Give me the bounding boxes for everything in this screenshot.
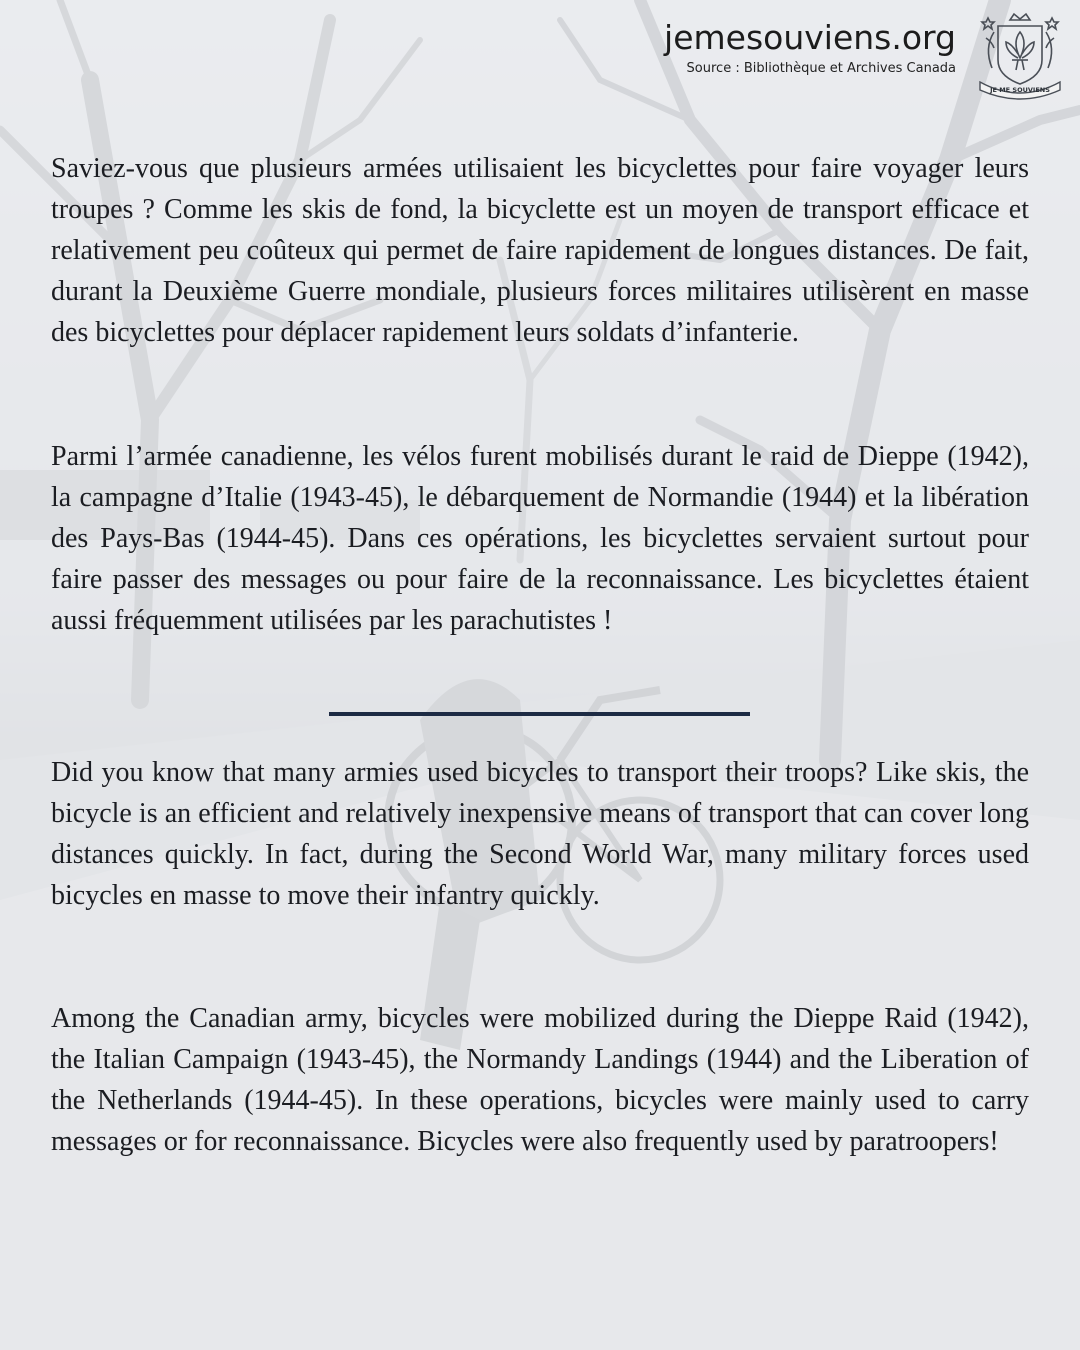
motto-text: JE ME SOUVIENS: [990, 86, 1050, 94]
source-credit: Source : Bibliothèque et Archives Canada: [686, 61, 956, 76]
site-name: jemesouviens.org: [664, 18, 956, 57]
section-divider: [329, 712, 750, 716]
paragraph-english-2: Among the Canadian army, bicycles were mobilized during the Dieppe Raid (1942), the Italian Campaign (1943-45), the Normandy Landings (1944) and the Liberation of the Netherlands (1944-45). In these operations, bicycles were mainly used to carry messages or for reconnaissance. Bicycles were also frequently used by paratroopers!: [51, 1003, 1029, 1157]
paragraph-french-2: Parmi l’armée canadienne, les vélos furent mobilisés durant le raid de Dieppe (1942), la campagne d’Italie (1943-45), le débarquement de Normandie (1944) et la libération des Pays-Bas (1944-45). Dans ces opérations, les bicyclettes servaient surtout pour faire passer des messages ou pour faire de la reconnaissance. Les bicyclettes étaient aussi fréquemment utilisées par les parachutistes !: [51, 441, 1029, 636]
fleur-de-lis-crest-icon: [972, 8, 1068, 104]
site-header: [664, 16, 956, 78]
paragraph-english-1: Did you know that many armies used bicycles to transport their troops? Like skis, the bicycle is an efficient and relatively inexpensive means of transport that can cover long distances quickly. In fact, during the Second World War, many military forces used bicycles en masse to move their infantry quickly.: [51, 757, 1029, 911]
paragraph-french-1: Saviez-vous que plusieurs armées utilisaient les bicyclettes pour faire voyager leurs troupes ? Comme les skis de fond, la bicyclette est un moyen de transport efficace et relativement peu coûteux qui permet de faire rapidement de longues distances. De fait, durant la Deuxième Guerre mondiale, plusieurs forces militaires utilisèrent en masse des bicyclettes pour déplacer rapidement leurs soldats d’infanterie.: [51, 153, 1029, 348]
